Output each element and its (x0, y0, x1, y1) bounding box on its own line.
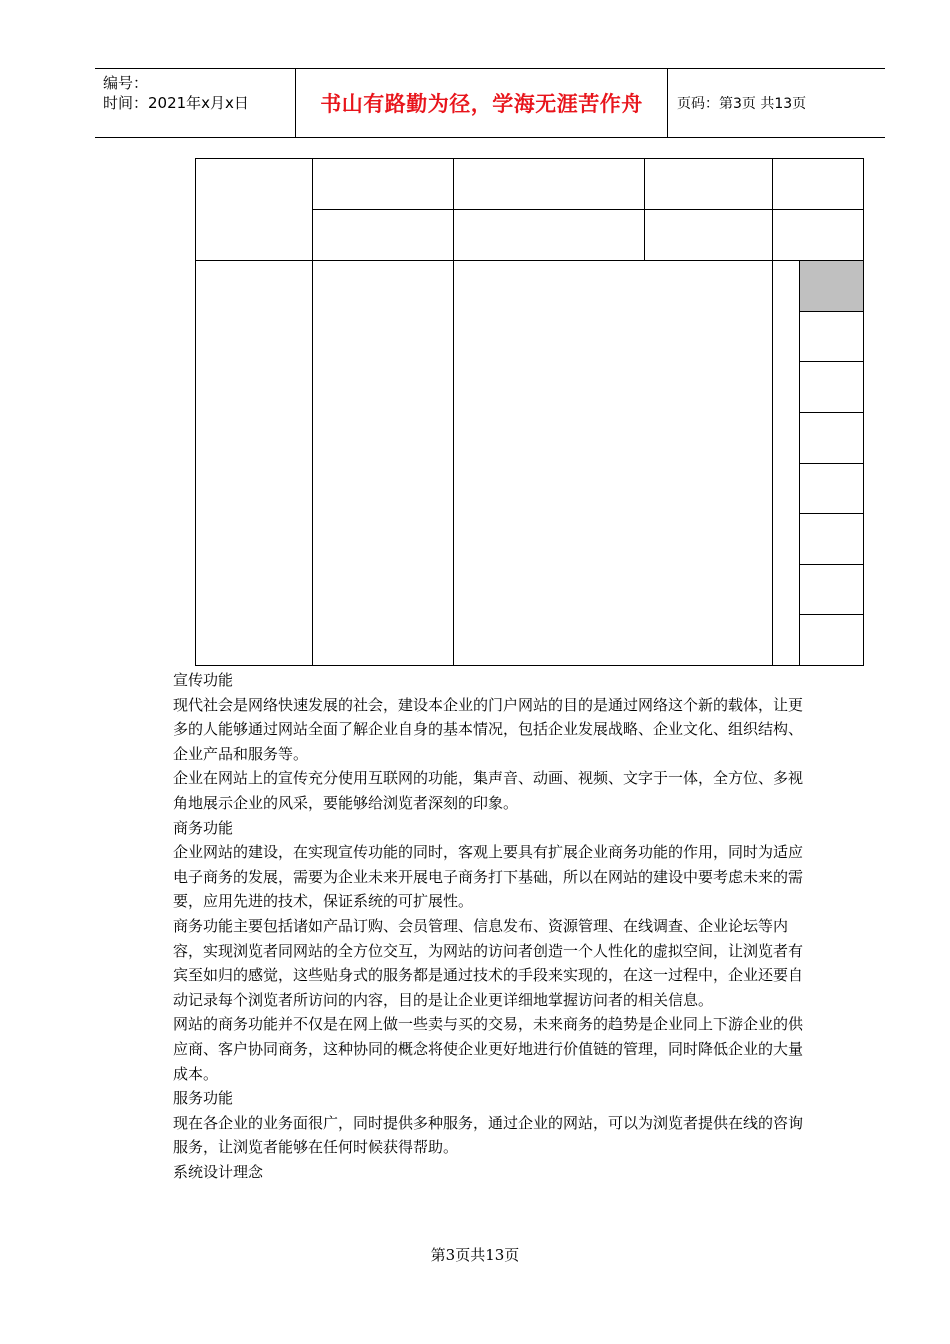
table-rule (799, 513, 864, 514)
paragraph: 企业在网站上的宣传充分使用互联网的功能，集声音、动画、视频、文字于一体，全方位、多视角地展示企业的风采，要能够给浏览者深刻的印象。 (173, 769, 804, 812)
paragraph: 现代社会是网络快速发展的社会，建设本企业的门户网站的目的是通过网络这个新的载体，让更多的人能够通过网站全面了解企业自身的基本情况，包括企业发展战略、企业文化、组织结构、企业产品和服务等。 (173, 695, 804, 763)
table-rule (799, 564, 864, 565)
table-border (195, 158, 196, 666)
paragraph: 商务功能主要包括诸如产品订购、会员管理、信息发布、资源管理、在线调查、企业论坛等内容，实现浏览者同网站的全方位交互，为网站的访问者创造一个人性化的虚拟空间，让浏览者有宾至如归的感觉，这些贴身式的服务都是通过技术的手段来实现的，在这一过程中，企业还要自动记录每个浏览者所访问的内容，目的是让企业更详细地掌握访问者的相关信息。 (173, 916, 804, 1009)
header-page-info: 页码：第3页 共13页 (677, 96, 807, 112)
time-label: 时间：2021年x月x日 (103, 94, 249, 112)
table-rule (799, 361, 864, 362)
section-heading: 服务功能 (173, 1089, 234, 1108)
table-rule (644, 158, 645, 260)
header-divider (667, 69, 668, 137)
page-header (95, 68, 885, 138)
section-heading: 宣传功能 (173, 671, 234, 689)
table-border (863, 158, 864, 666)
table-rule (453, 158, 454, 666)
paragraph: 现在各企业的业务面很广，同时提供多种服务，通过企业的网站，可以为浏览者提供在线的咨询服务，让浏览者能够在任何时候获得帮助。 (173, 1113, 804, 1157)
table-rule (312, 209, 864, 210)
table-rule (772, 158, 773, 666)
table-rule (799, 614, 864, 615)
page-footer: 第3页共13页 (430, 1246, 520, 1264)
table-border (195, 158, 864, 159)
table-rule (312, 158, 313, 666)
paragraph: 网站的商务功能并不仅是在网上做一些卖与买的交易，未来商务的趋势是企业同上下游企业的供应商、客户协同商务，这种协同的概念将使企业更好地进行价值链的管理，同时降低企业的大量成本。 (173, 1015, 804, 1083)
header-motto: 书山有路勤为径，学海无涯苦作舟 (320, 92, 643, 116)
section-heading: 系统设计理念 (173, 1162, 264, 1181)
shaded-cell (800, 260, 863, 311)
section-heading: 商务功能 (173, 818, 234, 837)
table-rule (799, 412, 864, 413)
header-meta (103, 73, 293, 113)
table-rule (195, 260, 864, 261)
paragraph: 企业网站的建设，在实现宣传功能的同时，客观上要具有扩展企业商务功能的作用，同时为适应电子商务的发展，需要为企业未来开展电子商务打下基础，所以在网站的建设中要考虑未来的需要，应用先进的技术，保证系统的可扩展性。 (173, 843, 804, 911)
body-text (173, 668, 803, 1184)
table-border (195, 665, 864, 666)
table-rule (799, 311, 864, 312)
table-rule (799, 463, 864, 464)
serial-number-label: 编号： (103, 74, 149, 92)
table-rule (799, 260, 800, 666)
